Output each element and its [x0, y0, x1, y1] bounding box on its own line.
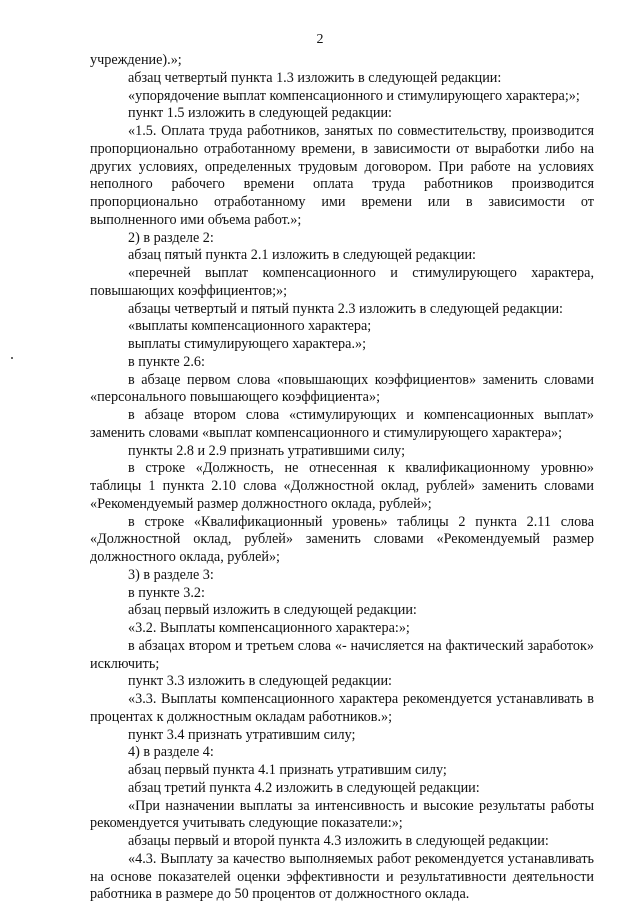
- paragraph: пункт 1.5 изложить в следующей редакции:: [128, 105, 392, 122]
- paragraph: учреждение).»;: [90, 52, 182, 68]
- paragraph: «упорядочение выплат компенсационного и стимулирующего характера;»;: [128, 87, 580, 104]
- paragraph: абзацы первый и второй пункта 4.3 изложить в следующей редакции:: [128, 833, 549, 849]
- paragraph: «При назначении выплаты за интенсивность и высокие результаты работы рекомендуется учитывать следующие показатели:»;: [90, 797, 594, 832]
- paragraph: в строке «Должность, не отнесенная к квалификационному уровню» таблицы 1 пункта 2.10 слова «Должностной оклад, рублей» заменить словами «Рекомендуемый размер должностного оклада, рублей»;: [90, 460, 594, 512]
- paragraph: пункт 3.4 признать утратившим силу;: [128, 726, 356, 743]
- paragraph: выплаты стимулирующего характера.»;: [128, 336, 367, 352]
- paragraph: в абзаце первом слова «повышающих коэффициентов» заменить словами «персонального повышающего коэффициента»;: [90, 371, 594, 406]
- paragraph: в пункте 3.2:: [128, 584, 205, 601]
- section-heading: 3) в разделе 3:: [128, 566, 214, 583]
- paragraph: абзац первый изложить в следующей редакции:: [128, 602, 417, 619]
- paragraph: абзацы четвертый и пятый пункта 2.3 изложить в следующей редакции:: [128, 300, 563, 317]
- document-body: [90, 52, 594, 904]
- paragraph: «1.5. Оплата труда работников, занятых по совместительству, производится пропорционально отработанному времени, в зависимости от выработки либо на других условиях, определенных трудовым договором. При работе на условиях неполного рабочего времени оплата труда работников производится пропорционально отработанному ими времени или в зависимости от выполненного ими объема работ.»;: [90, 123, 594, 228]
- paragraph: пункт 3.3 изложить в следующей редакции:: [128, 673, 392, 690]
- paragraph: в строке «Квалификационный уровень» таблицы 2 пункта 2.11 слова «Должностной оклад, рублей» заменить словами «Рекомендуемый размер должностного оклада, рублей»;: [90, 513, 594, 565]
- scan-mark: [11, 357, 13, 359]
- paragraph: в абзацах втором и третьем слова «- начисляется на фактический заработок» исключить;: [90, 637, 594, 672]
- paragraph: в абзаце втором слова «стимулирующих и компенсационных выплат» заменить словами «выплат компенсационного и стимулирующего характера»;: [90, 407, 594, 441]
- paragraph: «выплаты компенсационного характера;: [128, 318, 372, 335]
- paragraph: абзац первый пункта 4.1 признать утратившим силу;: [128, 762, 447, 778]
- paragraph: «3.3. Выплаты компенсационного характера рекомендуется устанавливать в процентах к должностным окладам работников.»;: [90, 691, 594, 725]
- paragraph: абзац четвертый пункта 1.3 изложить в следующей редакции:: [128, 69, 502, 86]
- paragraph: в пункте 2.6:: [128, 353, 205, 370]
- page-number: 2: [316, 32, 324, 47]
- paragraph: «3.2. Выплаты компенсационного характера:»;: [128, 620, 410, 636]
- section-heading: 2) в разделе 2:: [128, 229, 214, 246]
- paragraph: пункты 2.8 и 2.9 признать утратившими силу;: [128, 442, 406, 459]
- paragraph: «4.3. Выплату за качество выполняемых работ рекомендуется устанавливать на основе показателей оценки эффективности и результативности деятельности работника в размере до 50 процентов от должностного оклада.: [90, 850, 594, 903]
- paragraph: абзац третий пункта 4.2 изложить в следующей редакции:: [128, 779, 480, 796]
- paragraph: «перечней выплат компенсационного и стимулирующего характера, повышающих коэффициентов;»;: [90, 265, 594, 299]
- paragraph: абзац пятый пункта 2.1 изложить в следующей редакции:: [128, 247, 476, 264]
- section-heading: 4) в разделе 4:: [128, 744, 214, 761]
